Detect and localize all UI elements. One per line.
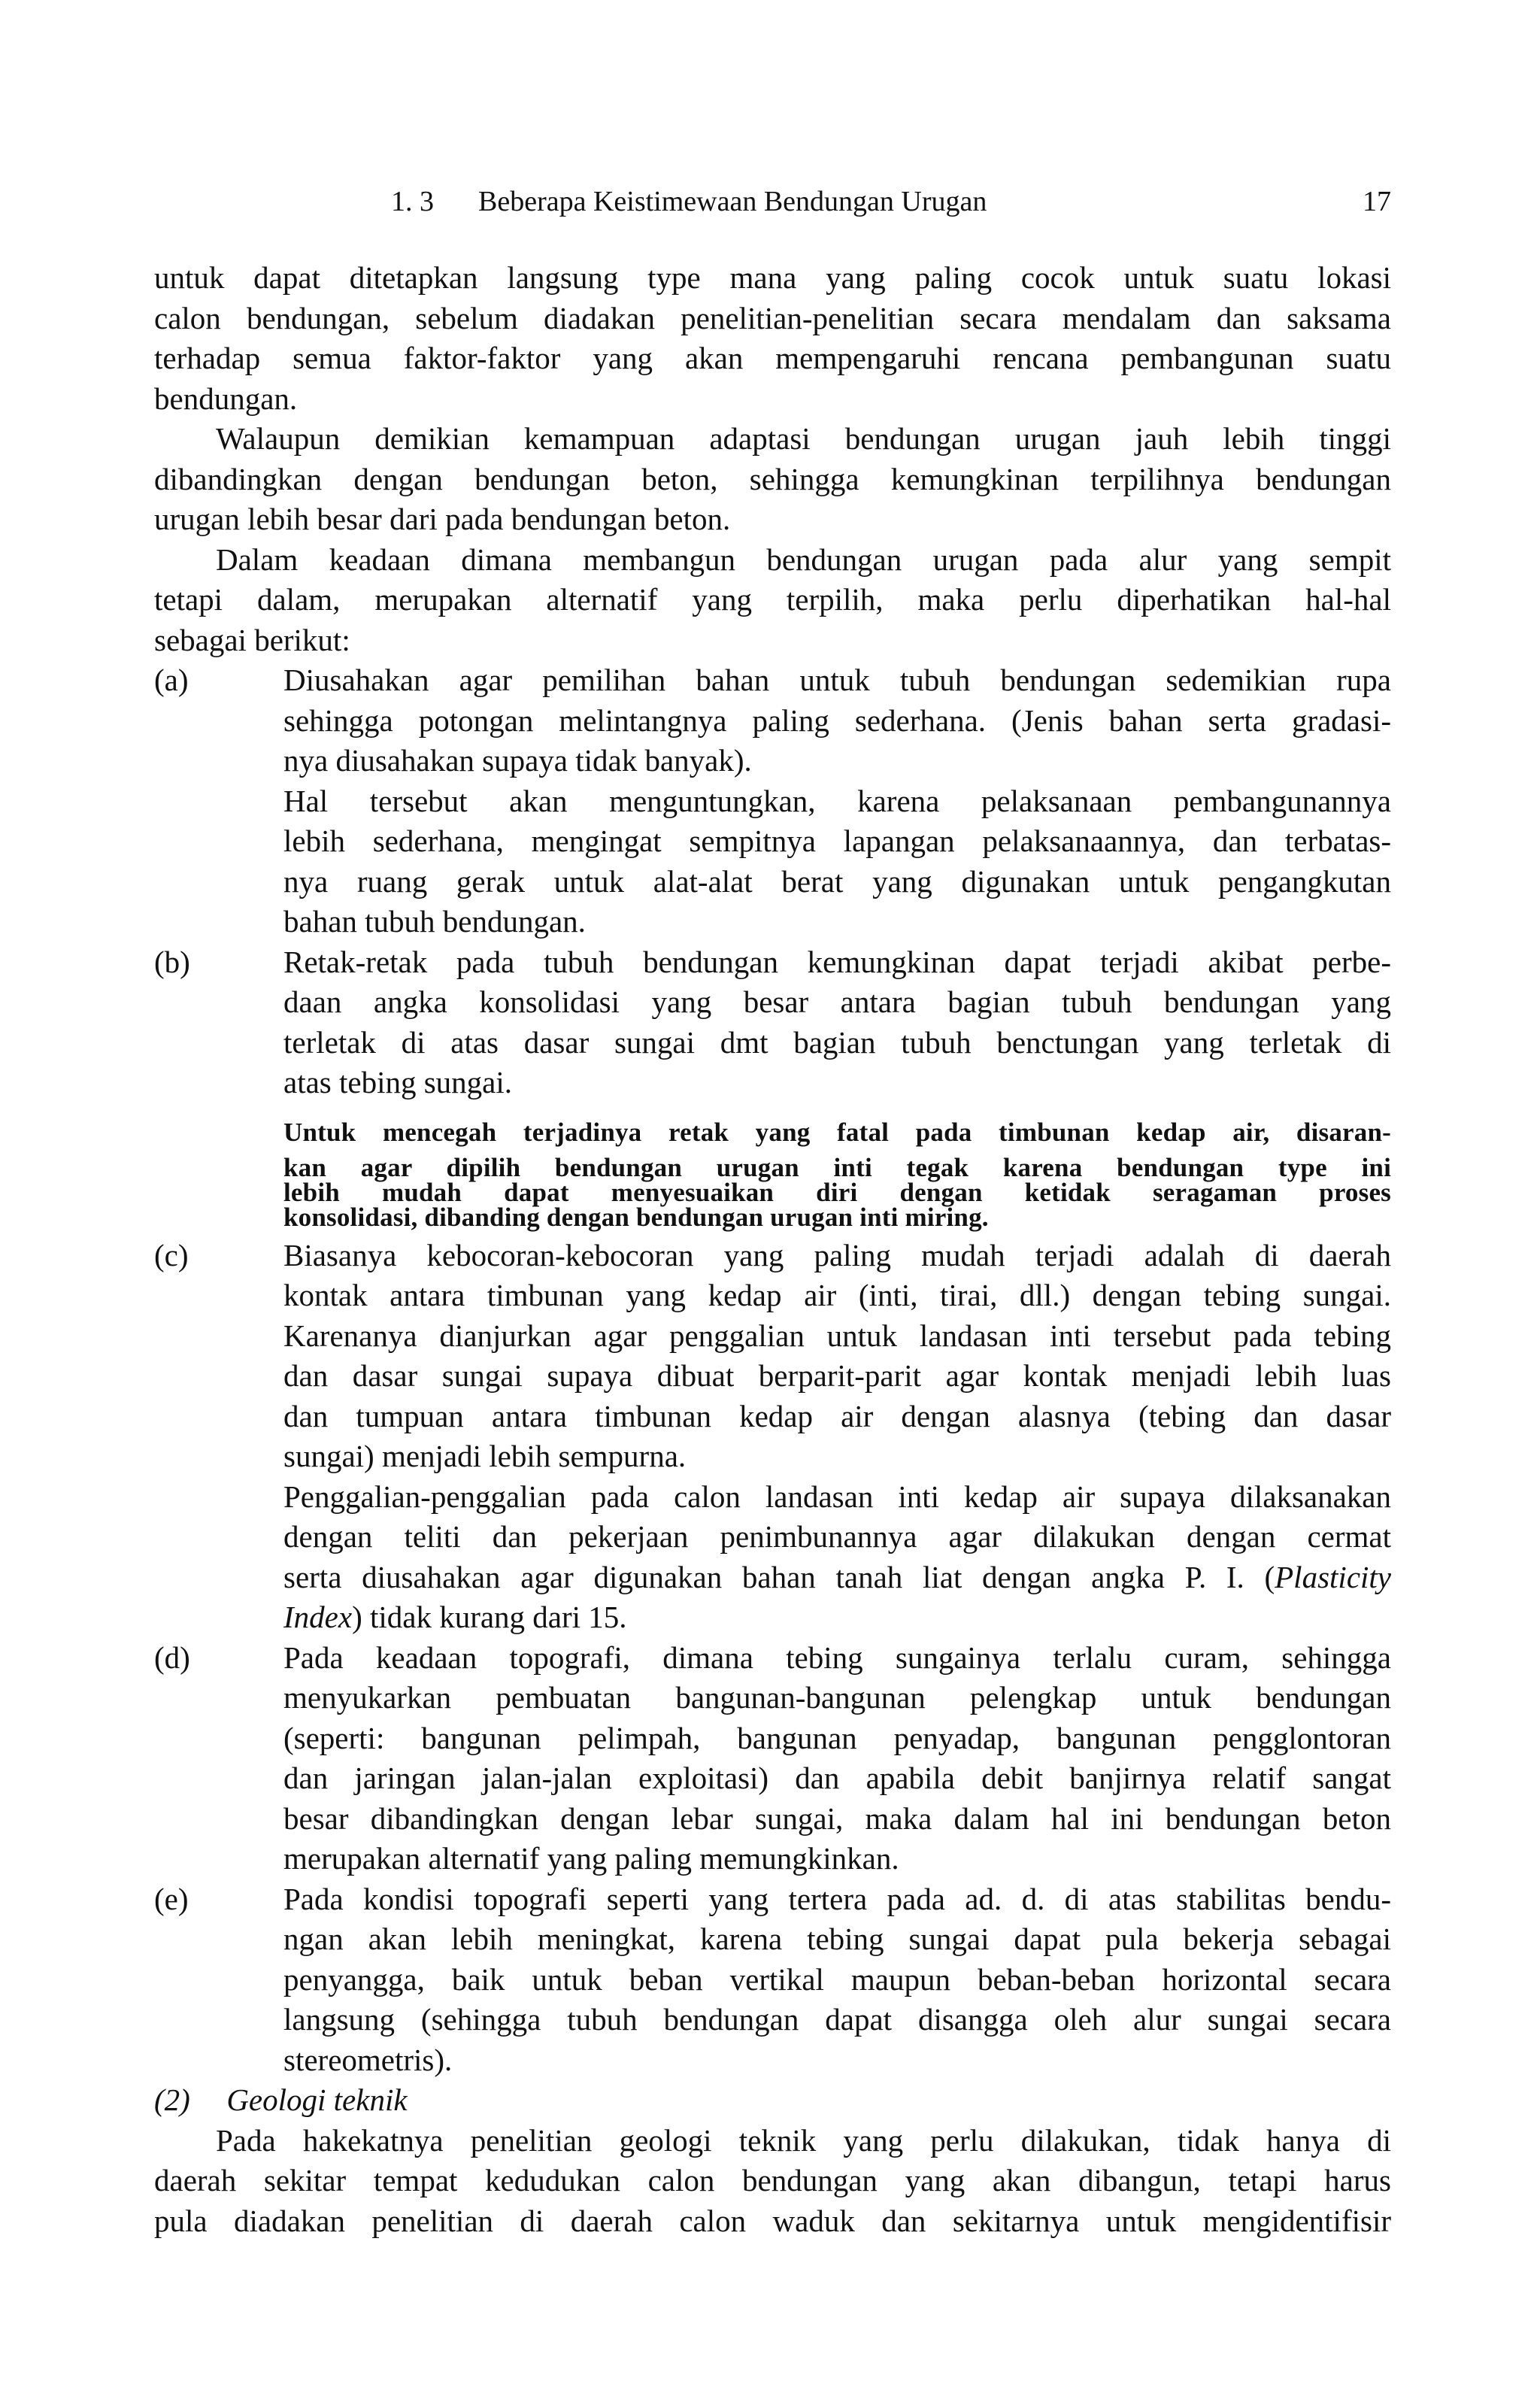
text-line: Diusahakan agar pemilihan bahan untuk tubuh bendungan sedemikian rupa xyxy=(283,663,1391,697)
text-line: Pada kondisi topografi seperti yang tertera pada ad. d. di atas stabilitas bendu- xyxy=(283,1881,1391,1916)
text-line: Hal tersebut akan menguntungkan, karena pelaksanaan pembangunannya xyxy=(283,783,1391,818)
item-label: (b) xyxy=(154,944,190,979)
text-line: Penggalian-penggalian pada calon landasan inti kedap air supaya dilaksanakan xyxy=(283,1479,1391,1514)
running-header xyxy=(391,179,1391,224)
text-line: urugan lebih besar dari pada bendungan beton. xyxy=(154,502,731,536)
text-line: menyukarkan pembuatan bangunan-bangunan pelengkap untuk bendungan xyxy=(283,1680,1391,1715)
text-line: nya ruang gerak untuk alat-alat berat yang digunakan untuk pengangkutan xyxy=(283,863,1391,899)
text-line: daan angka konsolidasi yang besar antara bagian tubuh bendungan yang xyxy=(283,984,1391,1019)
text-line: untuk dapat ditetapkan langsung type mana yang paling cocok untuk suatu lokasi xyxy=(154,260,1391,295)
list-item-c xyxy=(154,1236,1391,1638)
text-line: Dalam keadaan dimana membangun bendungan urugan pada alur yang sempit xyxy=(216,541,1391,577)
item-label: (a) xyxy=(154,663,189,697)
list-item-a xyxy=(154,660,1391,942)
section-number: 1. 3 xyxy=(391,186,434,217)
paragraph-3 xyxy=(154,540,1391,661)
text-line: penyangga, baik untuk beban vertikal maupun beban-beban horizontal secara xyxy=(283,1961,1391,1997)
note-line: konsolidasi, dibanding dengan bendungan urugan inti miring. xyxy=(283,1202,989,1232)
list-item-b xyxy=(154,942,1391,1230)
text-line: bahan tubuh bendungan. xyxy=(283,904,586,939)
text-line: Pada keadaan topografi, dimana tebing sungainya terlalu curam, sehingga xyxy=(283,1639,1391,1675)
item-label: (e) xyxy=(154,1881,189,1916)
text-line: atas tebing sungai. xyxy=(283,1065,513,1100)
text-line: stereometris). xyxy=(283,2042,453,2077)
text-line: langsung (sehingga tubuh bendungan dapat disangga oleh alur sungai secara xyxy=(283,2002,1391,2037)
section-heading-title: Geologi teknik xyxy=(226,2082,408,2117)
note-line: Untuk mencegah terjadinya retak yang fatal pada timbunan kedap air, disaran- xyxy=(283,1117,1391,1147)
section-title: Beberapa Keistimewaan Bendungan Urugan xyxy=(478,186,987,217)
index-term: Index xyxy=(283,1600,353,1634)
text-line: sebagai berikut: xyxy=(154,622,350,657)
text-line: dibandingkan dengan bendungan beton, sehingga kemungkinan terpilihnya bendungan xyxy=(154,461,1391,496)
text-line: dan tumpuan antara timbunan kedap air dengan alasnya (tebing dan dasar xyxy=(283,1398,1391,1433)
section-heading xyxy=(154,2080,1391,2121)
text-line: dan jaringan jalan-jalan exploitasi) dan apabila debit banjirnya relatif sangat xyxy=(283,1761,1391,1795)
text-span: serta diusahakan agar digunakan bahan tanah liat dengan angka P. I. ( xyxy=(283,1559,1275,1594)
body-text xyxy=(154,258,1391,2241)
text-line: dengan teliti dan pekerjaan penimbunannya agar dilakukan dengan cermat xyxy=(283,1519,1391,1554)
inserted-note xyxy=(283,1117,1391,1232)
item-label: (d) xyxy=(154,1639,190,1675)
text-line: Pada hakekatnya penelitian geologi teknik yang perlu dilakukan, tidak hanya di xyxy=(216,2122,1391,2158)
text-line: tetapi dalam, merupakan alternatif yang terpilih, maka perlu diperhatikan hal-hal xyxy=(154,582,1391,617)
text-line: bendungan. xyxy=(154,381,298,416)
text-line: terletak di atas dasar sungai dmt bagian tubuh benctungan yang terletak di xyxy=(283,1024,1391,1060)
text-line: Karenanya dianjurkan agar penggalian untuk landasan inti tersebut pada tebing xyxy=(283,1318,1391,1353)
paragraph-1 xyxy=(154,258,1391,419)
text-line: sehingga potongan melintangnya paling sederhana. (Jenis bahan serta gradasi- xyxy=(283,702,1391,738)
section-heading-number: (2) xyxy=(154,2082,190,2117)
text-line: Walaupun demikian kemampuan adaptasi bendungan urugan jauh lebih tinggi xyxy=(216,421,1391,456)
text-line: Biasanya kebocoran-kebocoran yang paling mudah terjadi adalah di daerah xyxy=(283,1237,1391,1272)
text-line: ngan akan lebih meningkat, karena tebing sungai dapat pula bekerja sebagai xyxy=(283,1921,1391,1956)
text-span: ) tidak kurang dari 15. xyxy=(352,1600,627,1634)
item-label: (c) xyxy=(154,1237,189,1272)
page-number: 17 xyxy=(1363,186,1391,217)
list-item-e xyxy=(154,1879,1391,2081)
text-line: daerah sekitar tempat kedudukan calon bendungan yang akan dibangun, tetapi harus xyxy=(154,2163,1391,2197)
paragraph-geologi xyxy=(154,2121,1391,2242)
paragraph-2 xyxy=(154,419,1391,540)
text-line: terhadap semua faktor-faktor yang akan mempengaruhi rencana pembangunan suatu xyxy=(154,341,1391,375)
text-line: lebih sederhana, mengingat sempitnya lapangan pelaksanaannya, dan terbatas- xyxy=(283,823,1391,858)
text-line xyxy=(283,1558,1391,1598)
text-line: (seperti: bangunan pelimpah, bangunan penyadap, bangunan pengglontoran xyxy=(283,1720,1391,1755)
list-item-d xyxy=(154,1638,1391,1879)
note-line: kan agar dipilih bendungan urugan inti tegak karena bendungan type ini xyxy=(283,1152,1391,1182)
note-line: lebih mudah dapat menyesuaikan diri dengan ketidak seragaman proses xyxy=(283,1177,1391,1207)
text-line: pula diadakan penelitian di daerah calon waduk dan sekitarnya untuk mengidentifisir xyxy=(154,2203,1391,2238)
text-line: calon bendungan, sebelum diadakan penelitian-penelitian secara mendalam dan saksama xyxy=(154,300,1391,335)
text-line: nya diusahakan supaya tidak banyak). xyxy=(283,743,752,778)
text-line: Retak-retak pada tubuh bendungan kemungkinan dapat terjadi akibat perbe- xyxy=(283,944,1391,979)
text-line xyxy=(283,1597,1391,1638)
text-line: besar dibandingkan dengan lebar sungai, maka dalam hal ini bendungan beton xyxy=(283,1800,1391,1836)
text-line: merupakan alternatif yang paling memungkinkan. xyxy=(283,1841,899,1876)
text-line: kontak antara timbunan yang kedap air (inti, tirai, dll.) dengan tebing sungai. xyxy=(283,1278,1391,1312)
plasticity-term: Plasticity xyxy=(1275,1559,1391,1594)
text-line: dan dasar sungai supaya dibuat berparit-parit agar kontak menjadi lebih luas xyxy=(283,1358,1391,1393)
text-line: sungai) menjadi lebih sempurna. xyxy=(283,1439,687,1473)
